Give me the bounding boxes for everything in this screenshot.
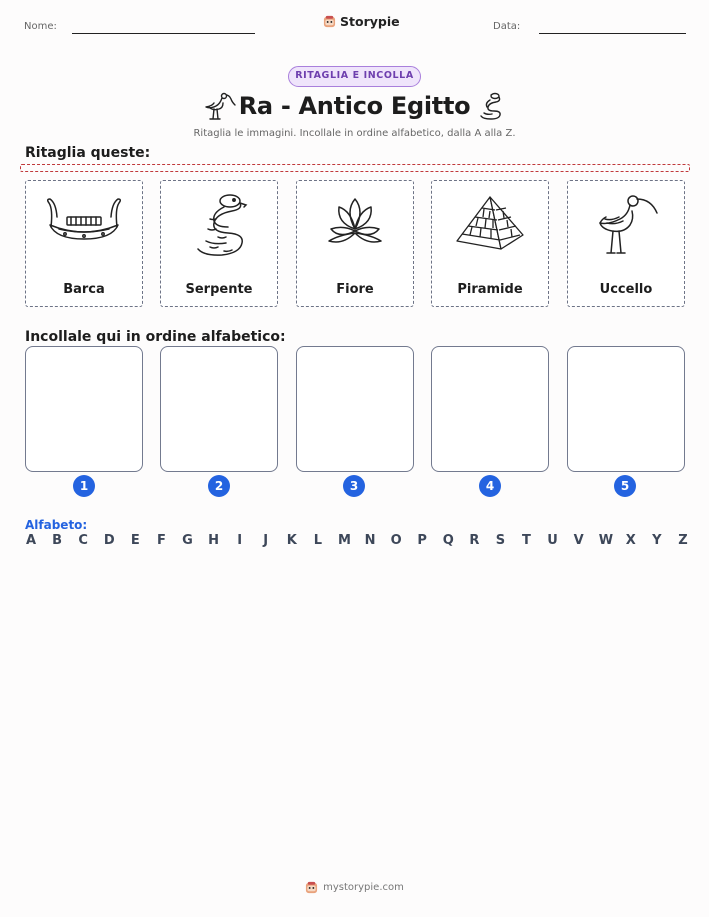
lotus-flower-icon (316, 189, 394, 263)
cut-card-flower[interactable] (296, 180, 414, 307)
card-label: Uccello (599, 282, 653, 297)
paste-slot-3[interactable] (296, 346, 414, 472)
alphabet-letter: I (237, 533, 243, 548)
paste-slot-4[interactable] (431, 346, 549, 472)
alphabet-letter: K (286, 533, 297, 548)
alphabet-letter: M (337, 533, 351, 548)
instructions: Ritaglia le immagini. Incollale in ordine alfabetico, dalla A alla Z. (193, 128, 516, 139)
alphabet-letter: F (156, 533, 166, 548)
slot-number-badge: 2 (208, 475, 230, 497)
cut-section-title: Ritaglia queste: (25, 145, 151, 161)
alphabet-letter: Q (442, 533, 454, 548)
footer-url[interactable]: mystorypie.com (323, 882, 404, 893)
cut-card-bird[interactable] (567, 180, 685, 307)
date-label: Data: (493, 21, 521, 32)
slot-number-badge: 1 (73, 475, 95, 497)
alphabet-letter: L (313, 533, 322, 548)
snake-icon (476, 91, 506, 123)
slot-number-badge: 4 (479, 475, 501, 497)
brand-logo (323, 14, 400, 29)
alphabet-title: Alfabeto: (25, 518, 88, 532)
pyramid-icon (451, 189, 529, 263)
alphabet-letter: C (78, 533, 88, 548)
slot-number-badge: 3 (343, 475, 365, 497)
paste-slot-2[interactable] (160, 346, 278, 472)
alphabet-letter: A (25, 533, 37, 548)
alphabet-letter: X (625, 533, 636, 548)
alphabet-letter: G (182, 533, 193, 548)
alphabet-letter: U (547, 533, 558, 548)
activity-badge: RITAGLIA E INCOLLA (288, 66, 421, 87)
alphabet-letter: Y (652, 533, 662, 548)
date-field-line[interactable] (539, 33, 686, 34)
alphabet-letter: R (469, 533, 480, 548)
alphabet-letter: O (390, 533, 402, 548)
alphabet-letter: Z (678, 533, 688, 548)
paste-slot-5[interactable] (567, 346, 685, 472)
alphabet-letter: V (573, 533, 584, 548)
alphabet-letter: H (208, 533, 219, 548)
footer (0, 881, 709, 894)
alphabet-letter: S (495, 533, 506, 548)
storypie-mascot-icon (323, 15, 336, 28)
alphabet-letter: P (417, 533, 427, 548)
card-label: Fiore (336, 282, 374, 297)
slot-number-badge: 5 (614, 475, 636, 497)
card-label: Piramide (457, 282, 523, 297)
name-field-line[interactable] (72, 33, 255, 34)
paste-section-title: Incollale qui in ordine alfabetico: (25, 329, 286, 345)
alphabet-letter: T (522, 533, 531, 548)
ibis-bird-icon (587, 189, 665, 263)
cut-card-pyramid[interactable] (431, 180, 549, 307)
alphabet-letter: D (103, 533, 115, 548)
storypie-mascot-icon (305, 881, 318, 894)
alphabet-letter: W (598, 533, 614, 548)
card-label: Serpente (185, 282, 253, 297)
page-title: Ra - Antico Egitto (238, 92, 471, 120)
card-label: Barca (63, 282, 105, 297)
snake-icon (180, 189, 258, 263)
name-label: Nome: (24, 21, 57, 32)
cut-card-boat[interactable] (25, 180, 143, 307)
alphabet-letter: J (263, 533, 269, 548)
paste-slot-1[interactable] (25, 346, 143, 472)
alphabet-letter: B (52, 533, 63, 548)
cut-card-snake[interactable] (160, 180, 278, 307)
alphabet-row (25, 533, 689, 548)
alphabet-letter: N (364, 533, 376, 548)
cut-line (20, 164, 690, 172)
alphabet-letter: E (130, 533, 140, 548)
boat-icon (45, 189, 123, 263)
brand-name: Storypie (340, 14, 400, 29)
